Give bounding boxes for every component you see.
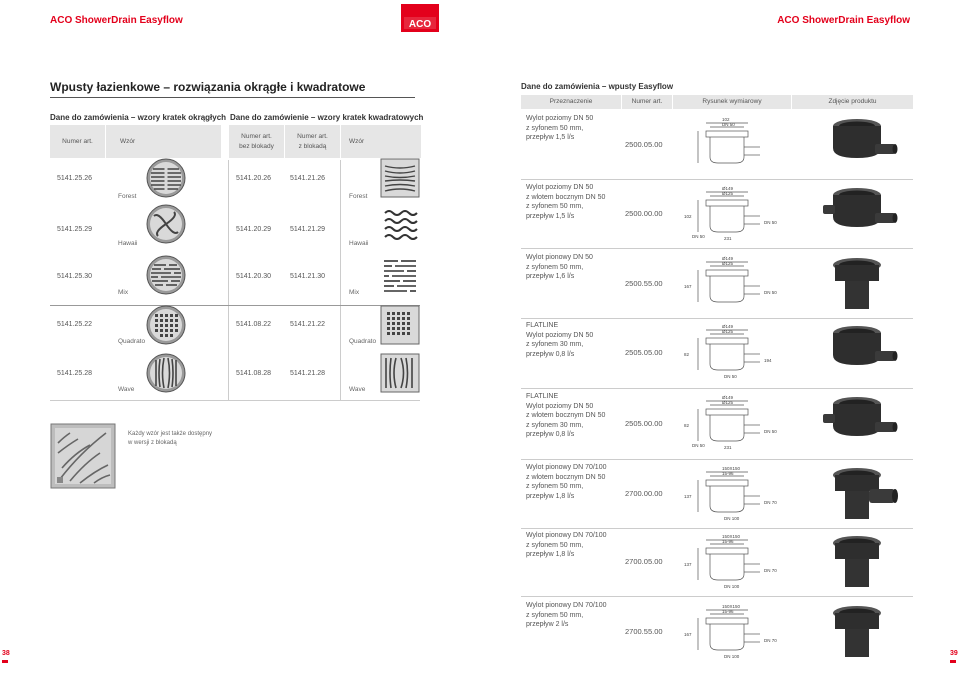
row-divider <box>521 248 913 249</box>
dimension-label: 167 <box>684 632 692 637</box>
square-pattern-name: Quadrato <box>349 338 377 345</box>
round-art-number: 5141.25.29 <box>57 226 93 233</box>
round-pattern-name: Quadrato <box>118 338 146 345</box>
product-art-number: 2700.00.00 <box>625 489 663 498</box>
row-divider <box>50 400 420 401</box>
product-description-line: Wylot pionowy DN 50 <box>526 254 593 261</box>
lock-note-line1: Każdy wzór jest także dostępny <box>128 431 213 437</box>
col-header-square-pattern: Wzór <box>341 125 421 158</box>
product-description-line: przepływ 1,5 l/s <box>526 134 575 141</box>
product-description-line: Wylot pionowy DN 70/100 <box>526 602 607 609</box>
dimension-label: DN 50 <box>764 220 777 225</box>
square-heading: Dane do zamówienie – wzory kratek kwadratowych <box>230 113 424 122</box>
square-grate-lock-photo <box>50 423 116 489</box>
dimension-drawing <box>678 530 778 592</box>
square-grate-mix-image <box>380 255 420 295</box>
dimension-label: 82 <box>684 352 690 357</box>
product-art-number: 2500.55.00 <box>625 279 663 288</box>
dimension-label: Ø149 <box>722 256 734 261</box>
dimension-label: Ø149 <box>722 186 734 191</box>
dimension-label: DN 100 <box>724 654 740 659</box>
round-pattern-name: Wave <box>118 386 135 393</box>
product-photo <box>821 392 901 452</box>
product-art-number: 2505.00.00 <box>625 419 663 428</box>
round-pattern-name: Mix <box>118 289 129 296</box>
group-divider <box>50 305 420 306</box>
page-number-left: 38 <box>2 650 10 657</box>
dimension-label: DN 50 <box>692 443 705 448</box>
page-title: Wpusty łazienkowe – rozwiązania okrągłe i kwadratowe <box>50 80 366 94</box>
product-description-line: Wylot poziomy DN 50 <box>526 331 594 339</box>
dimension-label: 15-96 <box>722 609 734 614</box>
square-art-number: 5141.08.28 <box>236 370 272 377</box>
square-art-number: 5141.08.22 <box>236 321 272 328</box>
dimension-label: 137 <box>684 494 692 499</box>
col-header-photo: Zdjęcie produktu <box>792 95 913 109</box>
product-photo <box>821 601 901 661</box>
dimension-label: DN 100 <box>724 584 740 589</box>
dimension-label: DN 50 <box>724 374 737 379</box>
dimension-label: DN 100 <box>724 516 740 521</box>
product-description-line: z syfonem 30 mm, <box>526 421 584 429</box>
square-art-number: 5141.20.29 <box>236 226 272 233</box>
dimension-label: DN 70 <box>764 638 777 643</box>
dimension-drawing <box>678 252 778 314</box>
round-art-number: 5141.25.22 <box>57 321 93 328</box>
square-pattern-name: Forest <box>349 193 368 200</box>
square-pattern-name: Hawaii <box>349 240 369 247</box>
product-description <box>526 531 636 560</box>
divider <box>50 97 415 98</box>
dimension-drawing <box>678 462 778 524</box>
dimension-label: Ø149 <box>722 324 734 329</box>
product-art-number: 2700.55.00 <box>625 627 663 636</box>
square-grate-hawaii-image <box>380 204 420 244</box>
product-row <box>521 460 913 526</box>
dimension-label: 150X150 <box>722 534 741 539</box>
dimension-label: 82 <box>684 423 690 428</box>
separator <box>340 160 341 400</box>
dimension-label: Ø125 <box>722 400 734 405</box>
right-heading: Dane do zamówienia – wpusty Easyflow <box>521 82 674 91</box>
product-description-line: z wlotem bocznym DN 50 <box>526 412 606 419</box>
square-grate-quadrato-image <box>380 305 420 345</box>
product-description <box>526 463 636 501</box>
product-description <box>526 392 636 440</box>
page-marker-right <box>950 660 956 663</box>
square-grate-forest-image <box>380 158 420 198</box>
round-grate-wave-image <box>146 353 186 393</box>
dimension-drawing <box>678 391 778 453</box>
round-art-number: 5141.25.28 <box>57 370 93 377</box>
dimension-drawing <box>678 320 778 382</box>
product-description-line: z syfonem 50 mm, <box>526 203 584 210</box>
product-description-line: Wylot poziomy DN 50 <box>526 115 594 122</box>
product-photo <box>821 321 901 381</box>
dimension-label: Ø125 <box>722 329 734 334</box>
product-row <box>521 180 913 246</box>
dimension-label: Ø125 <box>722 261 734 266</box>
product-description-line: z syfonem 50 mm, <box>526 541 584 549</box>
round-grate-quadrato-image <box>146 305 186 345</box>
product-description <box>526 321 636 359</box>
square-grate-wave-image <box>380 353 420 393</box>
square-art-number-lock: 5141.21.26 <box>290 175 326 182</box>
product-description-line: przepływ 2 l/s <box>526 621 569 628</box>
dimension-label: DN 50 <box>692 234 705 239</box>
square-art-number-lock: 5141.21.30 <box>290 273 326 280</box>
dimension-label: 15-96 <box>722 471 734 476</box>
aco-logo <box>401 4 439 32</box>
round-art-number: 5141.25.30 <box>57 273 93 280</box>
product-description-line: z wlotem bocznym DN 50 <box>526 193 606 201</box>
dimension-label: 194 <box>764 358 772 363</box>
square-art-number-lock: 5141.21.29 <box>290 226 326 233</box>
product-row <box>521 389 913 457</box>
product-description-line: z wlotem bocznym DN 50 <box>526 473 606 481</box>
dimension-drawing <box>678 113 778 175</box>
col-header-round-pattern: Wzór <box>106 125 221 158</box>
brand-left: ACO ShowerDrain Easyflow <box>50 15 183 26</box>
product-photo <box>821 531 901 591</box>
dimension-label: 102 <box>722 117 730 122</box>
dimension-label: 231 <box>724 236 732 241</box>
product-description-line: przepływ 0,8 l/s <box>526 431 575 438</box>
col-header-art: Numer art. <box>622 95 672 109</box>
product-art-number: 2500.05.00 <box>625 140 663 149</box>
col-header-drawing: Rysunek wymiarowy <box>673 95 791 109</box>
product-art-number: 2700.05.00 <box>625 557 663 566</box>
dimension-label: 167 <box>684 284 692 289</box>
col-header-outlet: Przeznaczenie <box>521 95 621 109</box>
dimension-label: DN 70 <box>764 500 777 505</box>
dimension-label: 150X150 <box>722 466 741 471</box>
product-photo <box>821 463 901 523</box>
product-description-line: Wylot poziomy DN 50 <box>526 402 594 410</box>
dimension-label: Ø149 <box>722 395 734 400</box>
product-row <box>521 318 913 386</box>
product-art-number: 2500.00.00 <box>625 209 663 218</box>
product-description-line: z syfonem 50 mm, <box>526 124 584 132</box>
dimension-drawing <box>678 600 778 662</box>
page-number-right: 39 <box>950 650 958 657</box>
dimension-label: 102 <box>684 214 692 219</box>
square-art-number: 5141.20.26 <box>236 175 272 182</box>
brand-right: ACO ShowerDrain Easyflow <box>777 15 910 26</box>
dimension-label: 137 <box>684 562 692 567</box>
product-description-line: z syfonem 50 mm, <box>526 483 584 490</box>
product-row <box>521 111 913 177</box>
round-pattern-name: Forest <box>118 193 137 200</box>
dimension-label: DN 50 <box>764 429 777 434</box>
square-pattern-name: Mix <box>349 289 360 296</box>
round-heading: Dane do zamówienia – wzory kratek okrągłych <box>50 113 227 122</box>
dimension-label: DN 50 <box>764 290 777 295</box>
product-description-line: przepływ 1,5 l/s <box>526 212 575 220</box>
dimension-label: 231 <box>724 445 732 450</box>
product-description-line: Wylot poziomy DN 50 <box>526 184 594 191</box>
product-description-line: Wylot pionowy DN 70/100 <box>526 464 607 471</box>
lock-note <box>128 430 212 448</box>
round-grate-mix-image <box>146 255 186 295</box>
square-pattern-name: Wave <box>349 386 366 393</box>
product-row <box>521 598 913 664</box>
round-grate-forest-image <box>146 158 186 198</box>
product-description-line: przepływ 1,8 l/s <box>526 492 575 500</box>
col-header-square-art2: Numer art. z blokadą <box>285 125 340 158</box>
round-grate-hawaii-image <box>146 204 186 244</box>
product-description <box>526 183 636 221</box>
round-art-number: 5141.25.26 <box>57 175 93 182</box>
square-art-number: 5141.20.30 <box>236 273 272 280</box>
product-description-line: z syfonem 30 mm, <box>526 341 584 348</box>
dimension-label: DN 50 <box>722 122 735 127</box>
square-art-number-lock: 5141.21.22 <box>290 321 326 328</box>
dimension-label: DN 70 <box>764 568 777 573</box>
product-description-line: przepływ 1,6 l/s <box>526 273 575 280</box>
product-description-line: FLATLINE <box>526 322 559 329</box>
product-description-line: przepływ 0,8 l/s <box>526 350 575 358</box>
lock-note-line2: w wersji z blokadą <box>128 440 177 446</box>
page-marker-left <box>2 660 8 663</box>
dimension-drawing <box>678 182 778 244</box>
product-row <box>521 250 913 316</box>
product-photo <box>821 253 901 313</box>
product-row <box>521 528 913 594</box>
dimension-label: 150X150 <box>722 604 741 609</box>
product-photo <box>821 114 901 174</box>
row-divider <box>521 596 913 597</box>
product-description-line: z syfonem 50 mm, <box>526 263 584 271</box>
product-photo <box>821 183 901 243</box>
product-description-line: FLATLINE <box>526 393 559 400</box>
product-art-number: 2505.05.00 <box>625 348 663 357</box>
separator <box>228 160 229 400</box>
col-header-square-art1: Numer art. bez blokady <box>229 125 284 158</box>
svg-text:ACO: ACO <box>408 19 432 30</box>
col-header-round-art: Numer art. <box>50 125 105 158</box>
square-art-number-lock: 5141.21.28 <box>290 370 326 377</box>
product-description <box>526 601 636 630</box>
dimension-label: 15-96 <box>722 539 734 544</box>
round-pattern-name: Hawaii <box>118 240 138 247</box>
product-description-line: z syfonem 50 mm, <box>526 611 584 619</box>
product-description-line: przepływ 1,8 l/s <box>526 551 575 558</box>
product-description <box>526 114 636 143</box>
dimension-label: Ø125 <box>722 191 734 196</box>
product-description-line: Wylot pionowy DN 70/100 <box>526 532 607 539</box>
product-description <box>526 253 636 282</box>
